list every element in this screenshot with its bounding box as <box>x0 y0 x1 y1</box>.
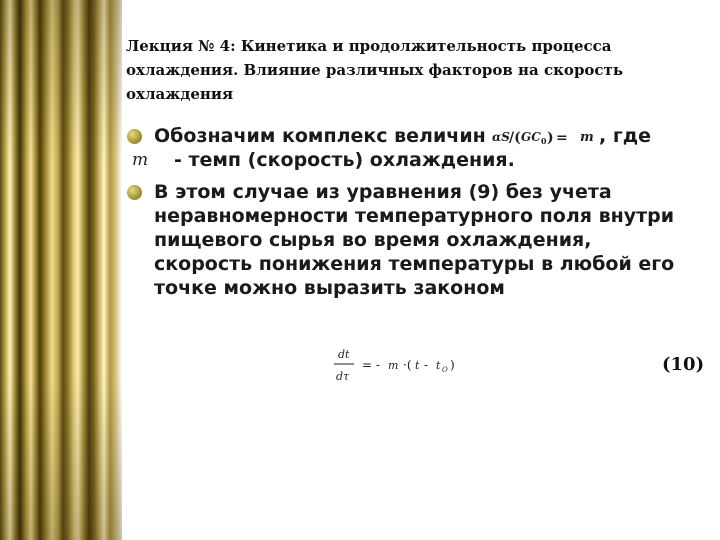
bullet-1-text: Обозначим комплекс величин <box>154 125 486 147</box>
cooling-equation <box>332 342 472 388</box>
svg-text:): ) <box>450 358 455 372</box>
complex-formula <box>492 127 595 147</box>
equation-number: (10) <box>662 354 705 375</box>
bullet-1-where: , где <box>599 125 652 147</box>
svg-text:dt: dt <box>338 348 350 361</box>
bullet-list <box>126 124 696 300</box>
svg-text:O: O <box>442 366 448 374</box>
svg-text:=: = <box>556 129 569 146</box>
bullet-1-line2: - темп (скорость) охлаждения. <box>174 149 515 171</box>
svg-text:GC: GC <box>521 129 542 144</box>
svg-text:αS: αS <box>492 129 511 144</box>
svg-text:t: t <box>415 359 420 372</box>
svg-text:/(: /( <box>509 129 522 146</box>
svg-text:m: m <box>580 129 595 145</box>
svg-text:·(: ·( <box>403 358 412 372</box>
svg-text:dτ: dτ <box>336 370 350 383</box>
svg-text:= -: = - <box>362 358 380 372</box>
bullet-dot-icon <box>127 185 142 200</box>
curtain-shade <box>0 0 122 540</box>
svg-text:t: t <box>436 359 441 372</box>
slide-title: Лекция № 4: Кинетика и продолжительность процесса охлаждения. Влияние различных факторов на скорость охлаждения <box>126 37 624 103</box>
temp-variable-m: m <box>132 150 149 170</box>
svg-text:-: - <box>424 358 429 372</box>
bullet-dot-icon <box>127 129 142 144</box>
bullet-item-1 <box>126 124 696 174</box>
bullet-item-2 <box>126 180 696 300</box>
bullet-2-text: В этом случае из уравнения (9) без учета неравномерности температурного поля внутри пищевого сырья во время охлаждения, скорость понижения температуры в любой его точке можно выразить законом <box>154 181 675 299</box>
svg-text:): ) <box>547 129 555 146</box>
svg-text:m: m <box>388 359 399 372</box>
svg-text:0: 0 <box>541 135 547 146</box>
